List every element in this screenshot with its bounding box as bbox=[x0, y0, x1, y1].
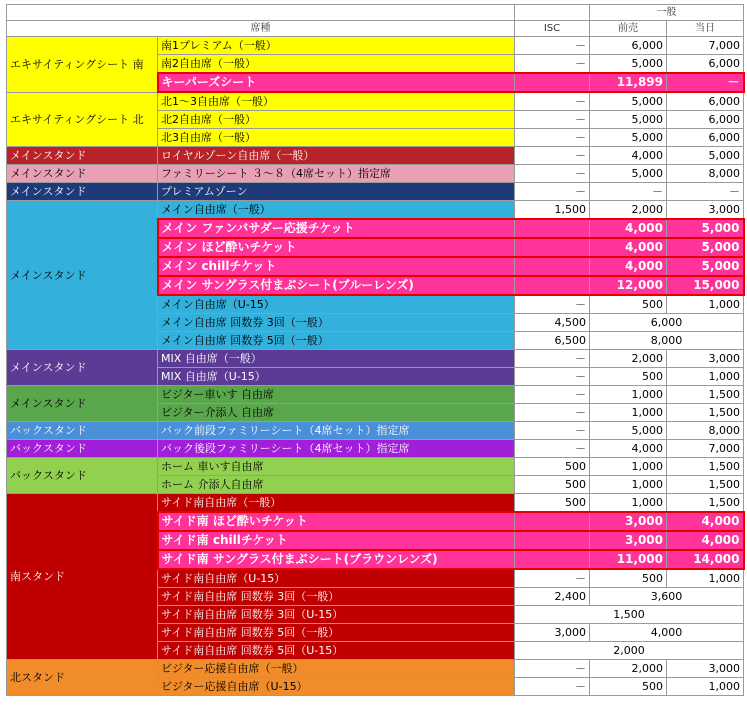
isc-price-cell: 500 bbox=[515, 458, 590, 476]
presale-price-cell: 1,000 bbox=[590, 404, 667, 422]
sameday-price-cell: 1,000 bbox=[667, 295, 744, 314]
header-isc-top bbox=[515, 5, 590, 21]
isc-price-cell: － bbox=[515, 422, 590, 440]
price-table bbox=[6, 4, 745, 696]
seat-name-cell: メイン ほど酔いチケット bbox=[158, 238, 515, 257]
sameday-price-cell: 7,000 bbox=[667, 37, 744, 55]
table-row bbox=[7, 458, 744, 476]
header-row-1 bbox=[7, 5, 744, 21]
seat-name-cell: プレミアムゾーン bbox=[158, 183, 515, 201]
isc-price-cell bbox=[515, 257, 590, 276]
isc-price-cell: 1,500 bbox=[515, 201, 590, 220]
sameday-price-cell: 1,500 bbox=[667, 494, 744, 513]
isc-price-cell bbox=[515, 531, 590, 550]
merged-price-cell: 3,600 bbox=[590, 588, 744, 606]
sameday-price-cell: 7,000 bbox=[667, 440, 744, 458]
seat-name-cell: キーパーズシート bbox=[158, 73, 515, 92]
sameday-price-cell: 1,500 bbox=[667, 386, 744, 404]
presale-price-cell: 500 bbox=[590, 678, 667, 696]
isc-price-cell: － bbox=[515, 92, 590, 111]
seat-name-cell: メイン ファンバサダー応援チケット bbox=[158, 219, 515, 238]
presale-price-cell: 4,000 bbox=[590, 257, 667, 276]
presale-price-cell: 1,000 bbox=[590, 494, 667, 513]
sameday-price-cell: 15,000 bbox=[667, 276, 744, 295]
sameday-price-cell: 3,000 bbox=[667, 660, 744, 678]
seat-name-cell: MIX 自由席（一般） bbox=[158, 350, 515, 368]
sameday-price-cell: 5,000 bbox=[667, 147, 744, 165]
presale-price-cell: 3,000 bbox=[590, 512, 667, 531]
isc-price-cell: － bbox=[515, 678, 590, 696]
presale-price-cell: 2,000 bbox=[590, 660, 667, 678]
seat-name-cell: メイン自由席 回数券 3回（一般） bbox=[158, 314, 515, 332]
merged-price-cell: 1,500 bbox=[515, 606, 744, 624]
seat-name-cell: サイド南自由席 回数券 5回（一般） bbox=[158, 624, 515, 642]
seat-name-cell: サイド南 サングラス付まぶシート(ブラウンレンズ) bbox=[158, 550, 515, 569]
presale-price-cell: 2,000 bbox=[590, 350, 667, 368]
presale-price-cell: 5,000 bbox=[590, 129, 667, 147]
sameday-price-cell: 6,000 bbox=[667, 55, 744, 74]
table-row bbox=[7, 440, 744, 458]
presale-price-cell: 5,000 bbox=[590, 92, 667, 111]
isc-price-cell: － bbox=[515, 660, 590, 678]
presale-price-cell: 6,000 bbox=[590, 37, 667, 55]
sameday-price-cell: 5,000 bbox=[667, 219, 744, 238]
category-cell: エキサイティングシート 南 bbox=[7, 37, 158, 93]
category-cell: メインスタンド bbox=[7, 183, 158, 201]
isc-price-cell: 2,400 bbox=[515, 588, 590, 606]
presale-price-cell: 12,000 bbox=[590, 276, 667, 295]
seat-name-cell: サイド南自由席 回数券 3回（一般） bbox=[158, 588, 515, 606]
sameday-price-cell: 1,000 bbox=[667, 569, 744, 588]
isc-price-cell: － bbox=[515, 129, 590, 147]
seat-name-cell: メイン自由席 回数券 5回（一般） bbox=[158, 332, 515, 350]
category-cell: メインスタンド bbox=[7, 201, 158, 350]
table-row bbox=[7, 147, 744, 165]
seat-name-cell: 南2自由席（一般） bbox=[158, 55, 515, 74]
seat-name-cell: 南1プレミアム（一般） bbox=[158, 37, 515, 55]
header-seat-type: 席種 bbox=[7, 21, 515, 37]
sameday-price-cell: － bbox=[667, 73, 744, 92]
header-sameday: 当日 bbox=[667, 21, 744, 37]
sameday-price-cell: 5,000 bbox=[667, 257, 744, 276]
seat-name-cell: メイン自由席（U-15） bbox=[158, 295, 515, 314]
table-row bbox=[7, 183, 744, 201]
isc-price-cell: － bbox=[515, 183, 590, 201]
category-cell: メインスタンド bbox=[7, 350, 158, 386]
sameday-price-cell: 3,000 bbox=[667, 350, 744, 368]
seat-name-cell: サイド南自由席（一般） bbox=[158, 494, 515, 513]
isc-price-cell: 500 bbox=[515, 476, 590, 494]
isc-price-cell: 500 bbox=[515, 494, 590, 513]
presale-price-cell: 11,899 bbox=[590, 73, 667, 92]
presale-price-cell: 4,000 bbox=[590, 440, 667, 458]
seat-name-cell: ビジター介添人 自由席 bbox=[158, 404, 515, 422]
isc-price-cell: 4,500 bbox=[515, 314, 590, 332]
presale-price-cell: 3,000 bbox=[590, 531, 667, 550]
isc-price-cell: － bbox=[515, 165, 590, 183]
category-cell: バックスタンド bbox=[7, 458, 158, 494]
sameday-price-cell: 3,000 bbox=[667, 201, 744, 220]
category-cell: メインスタンド bbox=[7, 165, 158, 183]
category-cell: 北スタンド bbox=[7, 660, 158, 696]
isc-price-cell: － bbox=[515, 350, 590, 368]
seat-name-cell: ロイヤルゾーン自由席（一般） bbox=[158, 147, 515, 165]
header-row-2 bbox=[7, 21, 744, 37]
sameday-price-cell: 1,500 bbox=[667, 404, 744, 422]
presale-price-cell: 1,000 bbox=[590, 386, 667, 404]
seat-name-cell: 北1～3自由席（一般） bbox=[158, 92, 515, 111]
isc-price-cell bbox=[515, 550, 590, 569]
isc-price-cell bbox=[515, 73, 590, 92]
isc-price-cell bbox=[515, 512, 590, 531]
presale-price-cell: 4,000 bbox=[590, 238, 667, 257]
seat-name-cell: サイド南自由席 回数券 5回（U-15） bbox=[158, 642, 515, 660]
sameday-price-cell: 1,000 bbox=[667, 678, 744, 696]
sameday-price-cell: 8,000 bbox=[667, 422, 744, 440]
header-presale: 前売 bbox=[590, 21, 667, 37]
seat-name-cell: メイン自由席（一般） bbox=[158, 201, 515, 220]
presale-price-cell: 500 bbox=[590, 295, 667, 314]
seat-name-cell: バック後段ファミリーシート（4席セット）指定席 bbox=[158, 440, 515, 458]
price-table-body bbox=[7, 5, 744, 696]
presale-price-cell: 4,000 bbox=[590, 147, 667, 165]
isc-price-cell: － bbox=[515, 440, 590, 458]
table-row bbox=[7, 422, 744, 440]
presale-price-cell: 5,000 bbox=[590, 111, 667, 129]
isc-price-cell: － bbox=[515, 368, 590, 386]
presale-price-cell: 11,000 bbox=[590, 550, 667, 569]
isc-price-cell: － bbox=[515, 386, 590, 404]
seat-name-cell: ファミリーシート ３～８（4席セット）指定席 bbox=[158, 165, 515, 183]
isc-price-cell: 3,000 bbox=[515, 624, 590, 642]
table-row bbox=[7, 386, 744, 404]
category-cell: エキサイティングシート 北 bbox=[7, 92, 158, 147]
presale-price-cell: 5,000 bbox=[590, 165, 667, 183]
presale-price-cell: 1,000 bbox=[590, 458, 667, 476]
table-row bbox=[7, 92, 744, 111]
table-row bbox=[7, 350, 744, 368]
isc-price-cell: － bbox=[515, 147, 590, 165]
isc-price-cell: － bbox=[515, 111, 590, 129]
category-cell: 南スタンド bbox=[7, 494, 158, 660]
seat-name-cell: 北3自由席（一般） bbox=[158, 129, 515, 147]
seat-name-cell: サイド南 chillチケット bbox=[158, 531, 515, 550]
header-empty bbox=[7, 5, 515, 21]
category-cell: バックスタンド bbox=[7, 440, 158, 458]
sameday-price-cell: 4,000 bbox=[667, 531, 744, 550]
sameday-price-cell: 1,500 bbox=[667, 476, 744, 494]
presale-price-cell: 5,000 bbox=[590, 422, 667, 440]
sameday-price-cell: 1,500 bbox=[667, 458, 744, 476]
category-cell: バックスタンド bbox=[7, 422, 158, 440]
seat-name-cell: ホーム 介添人自由席 bbox=[158, 476, 515, 494]
isc-price-cell: 6,500 bbox=[515, 332, 590, 350]
isc-price-cell: － bbox=[515, 37, 590, 55]
presale-price-cell: 500 bbox=[590, 368, 667, 386]
seat-name-cell: ホーム 車いす自由席 bbox=[158, 458, 515, 476]
isc-price-cell bbox=[515, 238, 590, 257]
merged-price-cell: 2,000 bbox=[515, 642, 744, 660]
sameday-price-cell: 6,000 bbox=[667, 92, 744, 111]
seat-name-cell: ビジター応援自由席（一般） bbox=[158, 660, 515, 678]
isc-price-cell bbox=[515, 219, 590, 238]
presale-price-cell: 1,000 bbox=[590, 476, 667, 494]
category-cell: メインスタンド bbox=[7, 386, 158, 422]
category-cell: メインスタンド bbox=[7, 147, 158, 165]
sameday-price-cell: 6,000 bbox=[667, 111, 744, 129]
seat-name-cell: ビジター応援自由席（U-15） bbox=[158, 678, 515, 696]
presale-price-cell: 500 bbox=[590, 569, 667, 588]
seat-name-cell: バック前段ファミリーシート（4席セット）指定席 bbox=[158, 422, 515, 440]
isc-price-cell: － bbox=[515, 569, 590, 588]
seat-name-cell: サイド南 ほど酔いチケット bbox=[158, 512, 515, 531]
table-row bbox=[7, 660, 744, 678]
isc-price-cell: － bbox=[515, 295, 590, 314]
table-row bbox=[7, 494, 744, 513]
presale-price-cell: － bbox=[590, 183, 667, 201]
sameday-price-cell: 6,000 bbox=[667, 129, 744, 147]
header-isc: ISC bbox=[515, 21, 590, 37]
merged-price-cell: 4,000 bbox=[590, 624, 744, 642]
sameday-price-cell: 8,000 bbox=[667, 165, 744, 183]
isc-price-cell: － bbox=[515, 55, 590, 74]
seat-name-cell: 北2自由席（一般） bbox=[158, 111, 515, 129]
seat-name-cell: メイン chillチケット bbox=[158, 257, 515, 276]
isc-price-cell: － bbox=[515, 404, 590, 422]
table-row bbox=[7, 201, 744, 220]
isc-price-cell bbox=[515, 276, 590, 295]
sameday-price-cell: 5,000 bbox=[667, 238, 744, 257]
presale-price-cell: 2,000 bbox=[590, 201, 667, 220]
seat-name-cell: メイン サングラス付まぶシート(ブルーレンズ) bbox=[158, 276, 515, 295]
table-row bbox=[7, 165, 744, 183]
seat-name-cell: サイド南自由席 回数券 3回（U-15） bbox=[158, 606, 515, 624]
sameday-price-cell: － bbox=[667, 183, 744, 201]
header-general: 一般 bbox=[590, 5, 744, 21]
merged-price-cell: 8,000 bbox=[590, 332, 744, 350]
sameday-price-cell: 14,000 bbox=[667, 550, 744, 569]
seat-name-cell: サイド南自由席（U-15） bbox=[158, 569, 515, 588]
seat-name-cell: ビジター車いす 自由席 bbox=[158, 386, 515, 404]
sameday-price-cell: 1,000 bbox=[667, 368, 744, 386]
seat-name-cell: MIX 自由席（U-15） bbox=[158, 368, 515, 386]
merged-price-cell: 6,000 bbox=[590, 314, 744, 332]
sameday-price-cell: 4,000 bbox=[667, 512, 744, 531]
presale-price-cell: 4,000 bbox=[590, 219, 667, 238]
table-row bbox=[7, 37, 744, 55]
presale-price-cell: 5,000 bbox=[590, 55, 667, 74]
